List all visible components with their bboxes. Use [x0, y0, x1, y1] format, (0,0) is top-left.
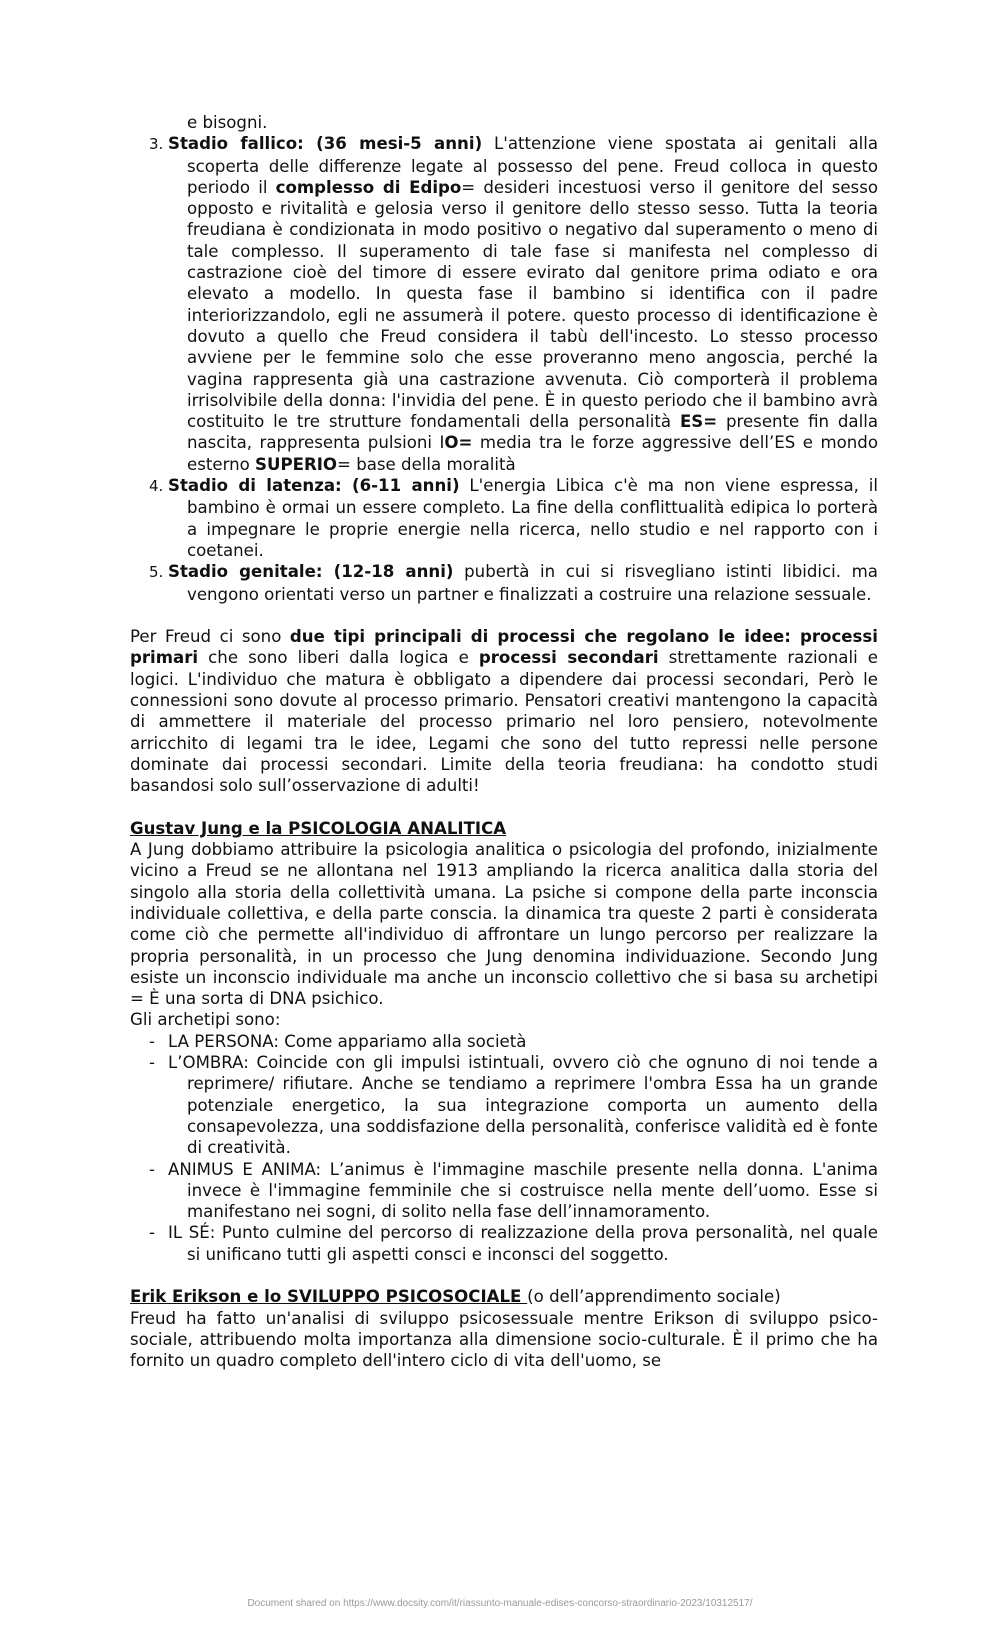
section-heading-jung: Gustav Jung e la PSICOLOGIA ANALITICA: [130, 818, 507, 838]
heading-note: (o dell’apprendimento sociale): [527, 1287, 781, 1307]
archetypes-intro: Gli archetipi sono:: [130, 1010, 281, 1030]
erikson-paragraph: Freud ha fatto un'analisi di sviluppo psicosessuale mentre Erikson di sviluppo psico-sociale, attribuendo molta importanza alla dimensione socio-culturale. È il primo che ha fornito un quadro completo dell'intero ciclo di vita dell'uomo, se: [130, 1308, 878, 1371]
stage-title: Stadio di latenza: (6-11 anni): [168, 476, 460, 496]
term-es: ES=: [679, 412, 718, 432]
list-number: 4.: [149, 477, 164, 496]
dash-bullet: -: [149, 1053, 155, 1073]
archetype-item: - ANIMUS E ANIMA: L’animus è l'immagine maschile presente nella donna. L'anima invece è l'immagine femminile che si costruisce nella mente dell’uomo. Esse si manifestano nei sogni, di solito nella fase dell’innamoramento.: [149, 1159, 878, 1222]
term-superio: SUPERIO: [255, 454, 338, 474]
term-io: O=: [444, 433, 473, 453]
archetype-item: - LA PERSONA: Come appariamo alla società: [149, 1031, 527, 1051]
stage-genitale: 5. Stadio genitale: (12-18 anni) pubertà in cui si risvegliano istinti libidici. ma vengono orientati verso un partner e finalizzati a costruire una relazione sessuale.: [149, 562, 878, 604]
processes-paragraph: Per Freud ci sono due tipi principali di processi che regolano le idee: processi primari che sono liberi dalla logica e processi secondari strettamente razionali e logici. L'individuo che matura è obbligato a dipendere dai processi secondari, Però le connessioni sono dovute al processo primario. Pensatori creativi mantengono la capacità di ammettere il materiale del processo primario nel loro pensiero, notevolmente arricchito di legami tra le idee, Legami che sono del tutto repressi nelle persone dominate dai processi secondari. Limite della teoria freudiana: ha condotto studi basandosi solo sull’osservazione di adulti!: [130, 627, 878, 796]
document-page: [130, 112, 878, 1372]
spacer: [130, 1265, 878, 1286]
list-number: 5.: [149, 563, 164, 582]
term-complesso-edipo: complesso di Edipo: [275, 177, 462, 197]
archetype-item: - IL SÉ: Punto culmine del percorso di realizzazione della prova personalità, nel quale si unificano tutti gli aspetti consci e inconsci del soggetto.: [149, 1223, 878, 1264]
stage-title: Stadio fallico: (36 mesi-5 anni): [168, 134, 483, 154]
jung-paragraph: A Jung dobbiamo attribuire la psicologia analitica o psicologia del profondo, inizialmente vicino a Freud se ne allontana nel 1913 ampliando la ricerca analitica dalla storia del singolo alla storia della collettività umana. La psiche si compone della parte inconscia individuale collettiva, e della parte conscia. la dinamica tra queste 2 parti è considerata come ciò che permette all'individuo di affrontare un lungo percorso per realizzare la propria personalità, in un processo che Jung denomina individuazione. Secondo Jung esiste un inconscio individuale ma anche un inconscio collettivo che si basa su archetipi = È una sorta di DNA psichico.: [130, 840, 878, 1009]
term-processi-primari: due tipi principali di processi che regolano le idee: processi primari: [130, 627, 878, 668]
footer-source-link[interactable]: Document shared on https://www.docsity.com/it/riassunto-manuale-edises-concorso-straordinario-2023/10312517/: [247, 1598, 753, 1609]
stage-latenza: 4. Stadio di latenza: (6-11 anni) L'energia Libica c'è ma non viene espressa, il bambino è ormai un essere completo. La fine della conflittualità edipica lo porterà a impegnare le proprie energie nella ricerca, nello studio e nel rapporto con i coetanei.: [149, 476, 879, 560]
list-number: 3.: [149, 135, 164, 154]
section-heading-erikson: Erik Erikson e lo SVILUPPO PSICOSOCIALE (o dell’apprendimento sociale): [130, 1287, 781, 1307]
stage-title: Stadio genitale: (12-18 anni): [168, 562, 454, 582]
dash-bullet: -: [149, 1159, 155, 1179]
term-processi-secondari: processi secondari: [478, 648, 659, 668]
list-continuation: e bisogni.: [187, 113, 268, 132]
dash-bullet: -: [149, 1223, 155, 1243]
spacer: [130, 605, 878, 626]
dash-bullet: -: [149, 1031, 155, 1051]
archetype-item: - L’OMBRA: Coincide con gli impulsi istintuali, ovvero ciò che ognuno di noi tende a reprimere/ rifiutare. Anche se tendiamo a reprimere l'ombra Essa ha un grande potenziale energetico, la sua integrazione comporta un aumento della consapevolezza, una soddisfazione della personalità, conferisce validità ed è fonte di creatività.: [149, 1053, 878, 1158]
spacer: [130, 797, 878, 818]
stage-fallico: 3. Stadio fallico: (36 mesi-5 anni) L'attenzione viene spostata ai genitali alla scoperta delle differenze legate al possesso del pene. Freud colloca in questo periodo il complesso di Edipo= desideri incestuosi verso il genitore del sesso opposto e rivitalità e gelosia verso il genitore dello stesso sesso. Tutta la teoria freudiana è condizionata in modo positivo o negativo dal superamento o meno di tale complesso. Il superamento di tale fase si manifesta nel complesso di castrazione cioè del timore di essere evirato dal genitore prima odiato e ora elevato a modello. In questa fase il bambino si identifica con il padre interiorizzandolo, egli ne assumerà il potere. questo processo di identificazione è dovuto a quello che Freud considera il tabù dell'incesto. Lo stesso processo avviene per le femmine solo che esse proveranno meno angoscia, perché la vagina rappresenta già una castrazione avvenuta. Ciò comporterà il problema irrisolvibile della donna: l'invidia del pene. È in questo periodo che il bambino avrà costituito le tre strutture fondamentali della personalità ES= presente fin dalla nascita, rappresenta pulsioni IO= media tra le forze aggressive dell’ES e mondo esterno SUPERIO= base della moralità: [149, 134, 878, 474]
